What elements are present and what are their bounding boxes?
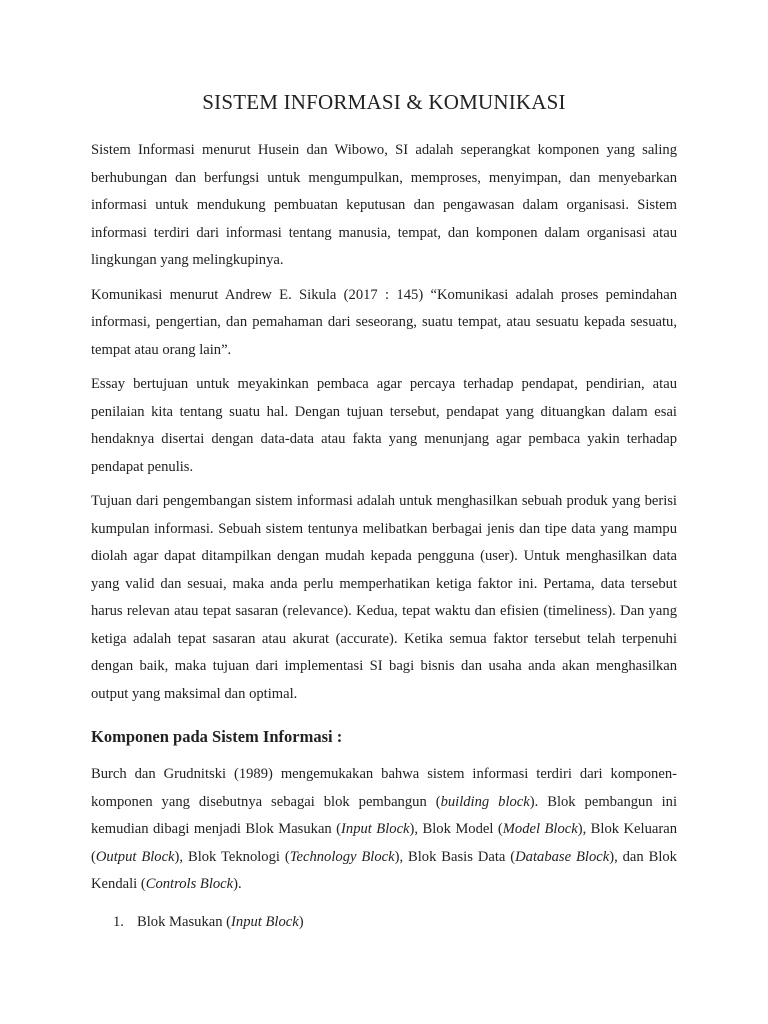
italic-term: Technology Block	[289, 848, 395, 865]
text-run: ), dan Blok Kendali (	[91, 848, 677, 892]
text-run: ), Blok Keluaran (	[91, 821, 677, 865]
italic-term: Input Block	[341, 821, 410, 837]
italic-term: Output Block	[95, 848, 175, 865]
paragraph-komunikasi: Komunikasi menurut Andrew E. Sikula (2017 : 145) “Komunikasi adalah proses pemindahan informasi, pengertian, dan pemahaman dari seseorang, suatu tempat, atau sesuatu kepada sesuatu, tempat atau orang lain”.	[91, 286, 677, 358]
document-title: SISTEM INFORMASI & KOMUNIKASI	[202, 90, 566, 114]
text-run: ). Blok pembangun ini kemudian dibagi menjadi Blok Masukan (	[91, 793, 677, 837]
italic-term: Controls Block	[145, 876, 234, 892]
list-item-number: 1.	[113, 913, 124, 930]
paragraph-komponen	[91, 761, 677, 899]
italic-term: Database Block	[515, 848, 610, 865]
text-run: ), Blok Model (	[409, 821, 503, 837]
italic-term: building block	[440, 793, 530, 810]
list-item-suffix: )	[298, 913, 304, 930]
text-run: ).	[233, 876, 242, 892]
paragraph-sistem-informasi: Sistem Informasi menurut Husein dan Wibowo, SI adalah seperangkat komponen yang saling berhubungan dan berfungsi untuk mengumpulkan, memproses, menyimpan, dan menyebarkan informasi untuk mendukung pembuatan keputusan dan pengawasan dalam organisasi. Sistem informasi terdiri dari informasi tentang manusia, tempat, dan komponen dalam organisasi atau lingkungan yang melingkupinya.	[91, 142, 677, 268]
italic-term: Model Block	[502, 821, 578, 837]
text-run: ), Blok Basis Data (	[394, 848, 516, 865]
list-item	[91, 909, 677, 937]
paragraph-tujuan: Tujuan dari pengembangan sistem informasi adalah untuk menghasilkan sebuah produk yang berisi kumpulan informasi. Sebuah sistem tentunya melibatkan berbagai jenis dan tipe data yang mampu diolah agar dapat ditampilkan dengan mudah kepada pengguna (user). Untuk menghasilkan data yang valid dan sesuai, maka anda perlu memperhatikan ketiga faktor ini. Pertama, data tersebut harus relevan atau tepat sasaran (relevance). Kedua, tepat waktu dan efisien (timeliness). Dan yang ketiga adalah tepat sasaran atau akurat (accurate). Ketika semua faktor tersebut telah terpenuhi dengan baik, maka tujuan dari implementasi SI bagi bisnis dan usaha anda akan menghasilkan output yang maksimal dan optimal.	[91, 493, 677, 702]
components-list	[91, 909, 677, 937]
list-item-italic: Input Block	[231, 913, 299, 930]
paragraph-essay: Essay bertujuan untuk meyakinkan pembaca agar percaya terhadap pendapat, pendirian, atau penilaian kita tentang suatu hal. Dengan tujuan tersebut, pendapat yang dituangkan dalam esai hendaknya disertai dengan data-data atau fakta yang menunjang agar pembaca yakin terhadap pendapat penulis.	[91, 376, 677, 475]
section-heading-komponen: Komponen pada Sistem Informasi :	[91, 727, 343, 746]
text-run: ), Blok Teknologi (	[174, 848, 290, 865]
text-run: Burch dan Grudnitski (1989) mengemukakan bahwa sistem informasi terdiri dari komponen-komponen yang disebutnya sebagai blok pembangun (	[91, 766, 677, 810]
list-item-text: Blok Masukan (	[137, 913, 232, 930]
